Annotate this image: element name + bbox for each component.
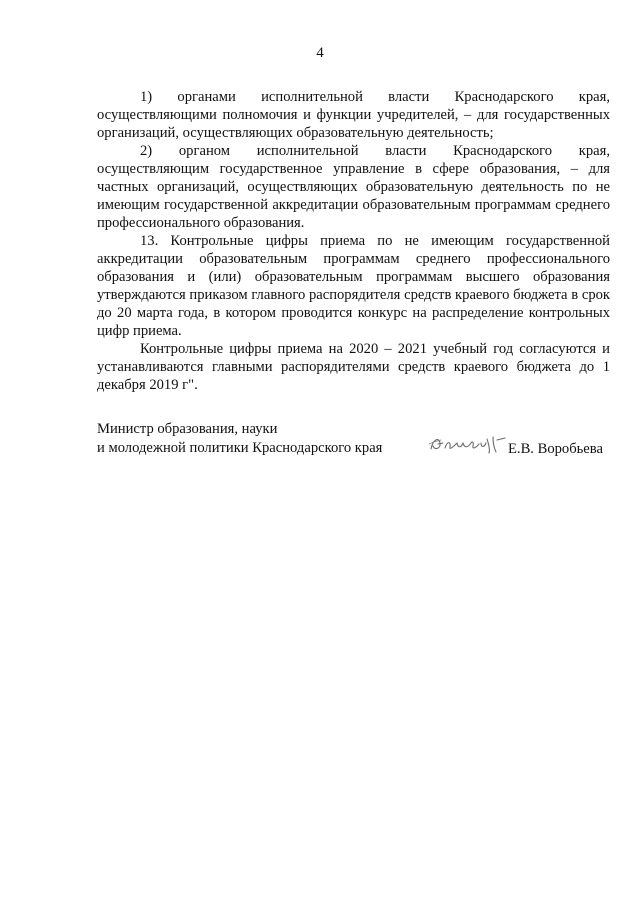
signature-icon [427,431,509,457]
signature-block [97,420,617,458]
paragraph-13: 13. Контрольные цифры приема по не имеющим государственной аккредитации образовательным программам среднего профессионального образования и (или) образовательным программам высшего образования утверждаются приказом главного распорядителя средств краевого бюджета в срок до 20 марта года, в котором проводится конкурс на распределение контрольных цифр приема. [97,233,610,339]
signer-name: Е.В. Воробьева [508,441,603,457]
signer-title-line-1: Министр образования, науки [97,421,278,437]
paragraph-final: Контрольные цифры приема на 2020 – 2021 учебный год согласуются и устанавливаются главными распорядителями средств краевого бюджета до 1 декабря 2019 г". [97,341,610,393]
signer-title-line-2: и молодежной политики Краснодарского края [97,440,383,456]
page-number: 4 [316,45,324,61]
paragraph-2: 2) органом исполнительной власти Краснодарского края, осуществляющим государственное управление в сфере образования, – для частных организаций, осуществляющих образовательную деятельность по не имеющим государственной аккредитации образовательным программам среднего профессионального образования. [97,143,610,231]
paragraph-1: 1) органами исполнительной власти Краснодарского края, осуществляющими полномочия и функции учредителей, – для государственных организаций, осуществляющих образовательную деятельность; [97,89,610,141]
document-body [97,88,610,394]
